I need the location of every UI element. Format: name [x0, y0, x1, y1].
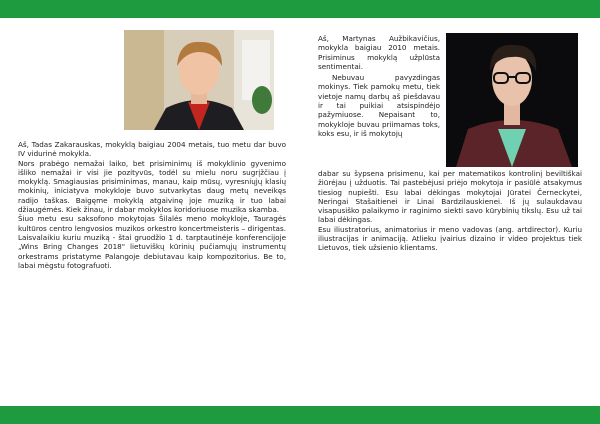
right-paragraph-intro: Aš, Martynas Aužbikavičius, mokykla baigiau 2010 metais. Prisiminus mokyklą užplūsta sentimentai. — [318, 34, 440, 71]
right-column-text — [318, 169, 582, 253]
top-green-band — [0, 0, 600, 18]
left-column-text — [18, 140, 286, 270]
right-paragraph-student-end: dabar su šypsena prisimenu, kai per matematikos kontrolinį beviltiškai žiūrėjau į užduotis. Tai pastebėjusi priėjo mokytoja ir pasiūlė atsakymus tiesiog nupiešti. Esu labai dėkingas mokytojai Jūratei Černeckytei, Neringai Stašaitienei ir Linai Bardzilauskienei. Iš jų sulaukdavau visapusiško palaikymo ir raginimo siekti savo kūrybinių tikslų. Esu už tai labai dėkingas. — [318, 169, 582, 225]
portrait-photo-martynas — [446, 33, 578, 167]
right-paragraph-current: Esu iliustratorius, animatorius ir meno vadovas (ang. artdirector). Kuriu iliustracijas ir animaciją. Atlieku įvairius dizaino ir video projektus tiek Lietuvos, tiek užsienio klientams. — [318, 224, 582, 253]
bottom-green-band — [0, 406, 600, 424]
left-paragraph-memories: Nors prabėgo nemažai laiko, bet prisiminimų iš mokyklinio gyvenimo išliko nemažai ir visi jie pozityvūs, todėl su mielu noru sugrįžčiau į mokyklą. Smagiausias prisiminimas, manau, kaip mūsų, vyresniųjų klasių mokinių, iniciatyva mokykloje buvo sutvarkytas daug metų neveikęs radijo taškas. Baigęme mokyklą atgaivinę joje muziką ir tuo labai džiaugėmės. Kiek žinau, ir dabar mokyklos koridoriuose muzika skamba. — [18, 158, 286, 215]
right-column-intro — [318, 34, 440, 138]
left-paragraph-intro: Aš, Tadas Zakarauskas, mokyklą baigiau 2004 metais, tuo metu dar buvo IV vidurinė mokykla. — [18, 140, 286, 159]
portrait-photo-tadas — [124, 30, 274, 130]
right-paragraph-student-start: Nebuvau pavyzdingas mokinys. Tiek pamokų metu, tiek vietoje namų darbų aš piešdavau ir tai puikiai atsispindėjo pažymiuose. Nepaisant to, mokykloje buvau priimamas toks, koks esu, ir iš mokytojų — [318, 73, 440, 138]
left-paragraph-current: Šiuo metu esu saksofono mokytojas Šilalės meno mokykloje, Tauragės kultūros centro lengvosios muzikos orkestro koncertmeisteris – dirigentas. Laisvalaikiu kuriu muziką - štai gruodžio 1 d. tarptautinėje konferencijoje „Wins Bring Changes 2018" lietuviškų kūrinių pučiamųjų instrumentų orkestrams pristatyme Palangoje debiutavau kaip kompozitorius. Be to, labai mėgstu fotografuoti. — [18, 214, 286, 270]
